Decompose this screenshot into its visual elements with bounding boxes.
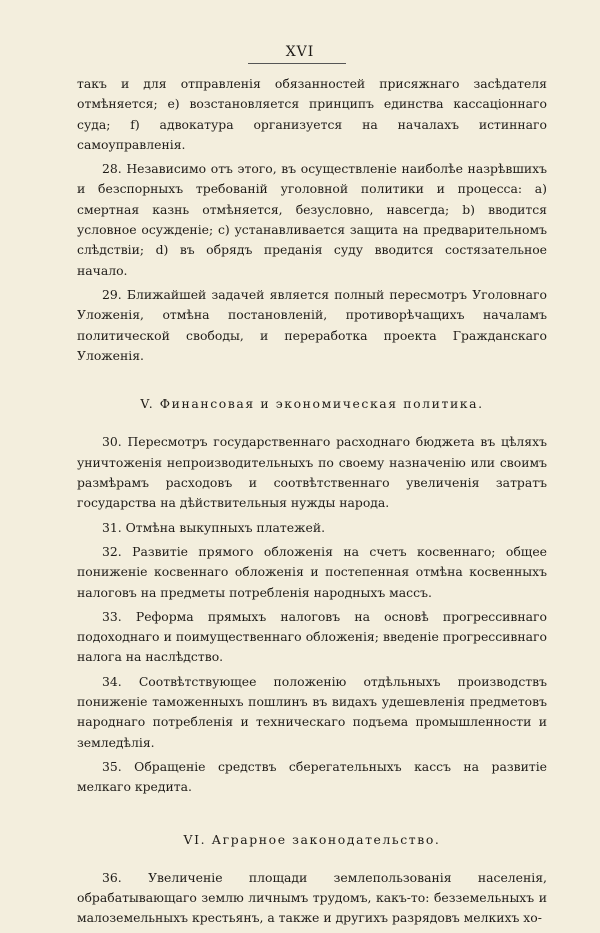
paragraph-30: 30. Пересмотръ государственнаго расходнаго бюджета въ цѣляхъ уничтоженія непроизводительныхъ по своему назначенію или своимъ размѣрамъ расходовъ и соотвѣтственнаго увеличенія затратъ государства на дѣйствительныя нужды народа.: [77, 434, 547, 511]
paragraph-28: 28. Независимо отъ этого, въ осуществленіе наиболѣе назрѣвшихъ и безспорныхъ требованій уголовной политики и процесса: a) смертная казнь отмѣняется, безусловно, навсегда; b) вводится условное осужденіе; c) устанавливается защита на предварительномъ слѣдствіи; d) въ обрядъ преданія суду вводится состязательное начало.: [77, 161, 547, 278]
section-vi-heading: VI. Аграрное законодательство.: [183, 831, 441, 847]
paragraph-32: 32. Развитіе прямого обложенія на счетъ косвеннаго; общее пониженіе косвеннаго обложенія и постепенная отмѣна косвенныхъ налоговъ на предметы потребленія народныхъ массъ.: [77, 543, 547, 600]
paragraph-33: 33. Реформа прямыхъ налоговъ на основѣ прогрессивнаго подоходнаго и поимущественнаго обложенія; введеніе прогрессивнаго налога на наслѣдство.: [77, 608, 547, 665]
paragraph-27-continued: такъ и для отправленія обязанностей присяжнаго засѣдателя отмѣняется; е) возстановляется принципъ единства кассаціоннаго суда; f) адвокатура организуется на началахъ истиннаго самоуправленія.: [77, 76, 547, 152]
header-rule: [248, 63, 346, 64]
page-body: [77, 74, 547, 933]
paragraph-34: 34. Соотвѣтствующее положенію отдѣльныхъ производствъ пониженіе таможенныхъ пошлинъ въ видахъ удешевленія предметовъ народнаго потребленія и техническаго подъема промышленности и земледѣлія.: [77, 673, 547, 750]
paragraph-31: 31. Отмѣна выкупныхъ платежей.: [102, 519, 326, 535]
page-number: XVI: [285, 44, 315, 60]
section-v-heading: V. Финансовая и экономическая политика.: [140, 396, 484, 412]
paragraph-29: 29. Ближайшей задачей является полный пересмотръ Уголовнаго Уложенія, отмѣна постановленій, противорѣчащихъ началамъ политической свободы, и переработка проекта Гражданскаго Уложенія.: [77, 286, 547, 363]
paragraph-36: 36. Увеличеніе площади землепользованія населенія, обрабатывающаго землю личнымъ трудомъ, какъ-то: безземельныхъ и малоземельныхъ крестьянъ, а также и другихъ разрядовъ мелкихъ хо-: [77, 869, 547, 926]
paragraph-35: 35. Обращеніе средствъ сберегательныхъ кассъ на развитіе мелкаго кредита.: [77, 758, 547, 795]
